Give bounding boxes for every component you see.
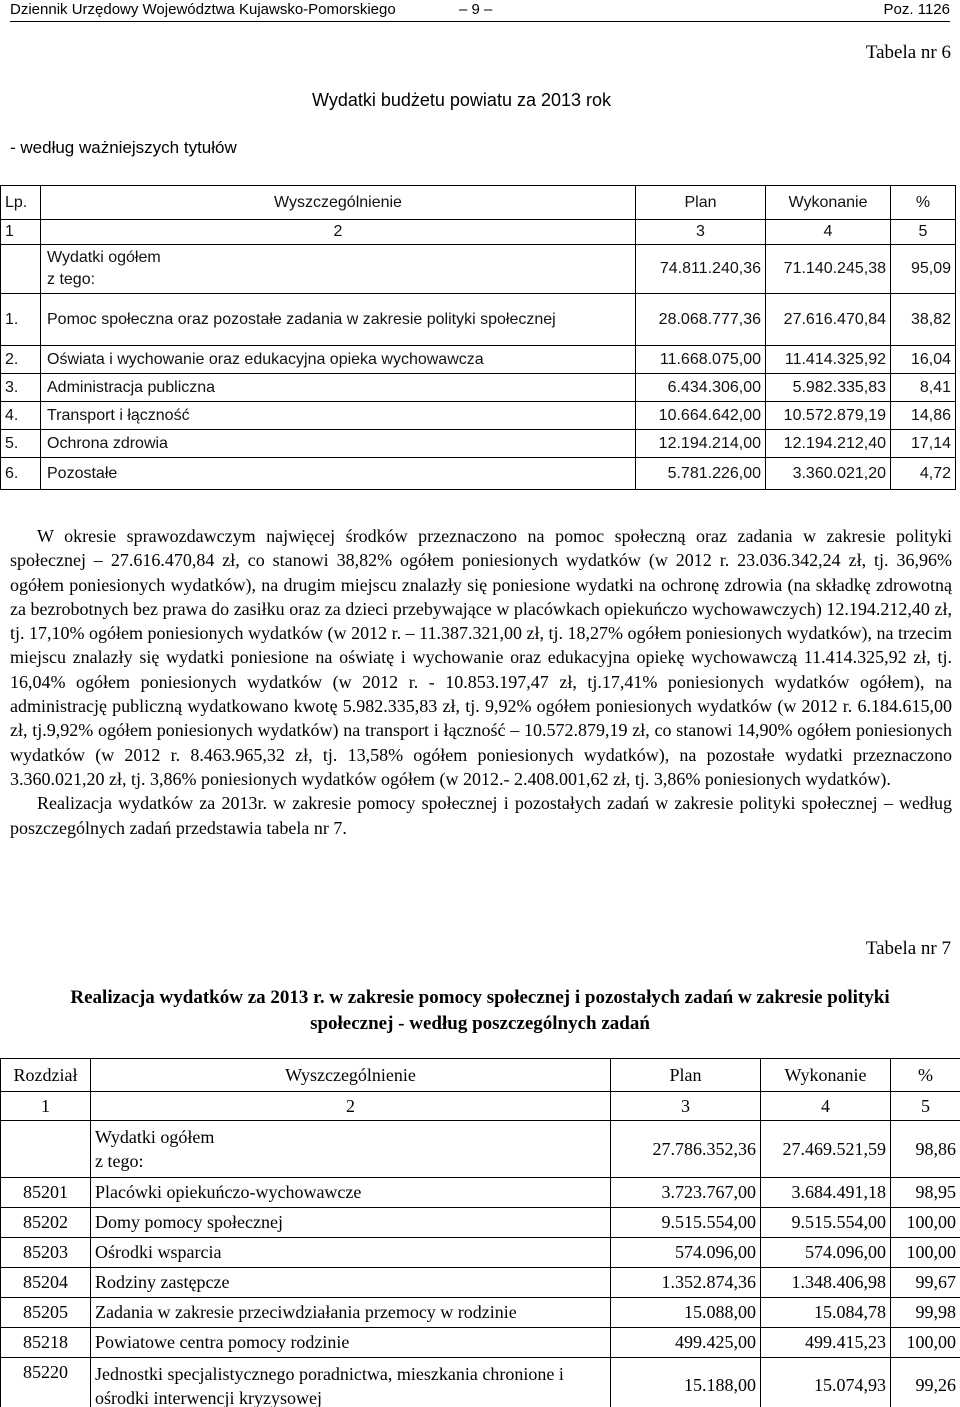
table6-row-exec: 5.982.335,83 [766,374,891,402]
table7-row-code: 85202 [1,1208,91,1238]
position-number: Poz. 1126 [883,1,950,18]
table7-row-code: 85203 [1,1238,91,1268]
table7-row-desc: Rodziny zastępcze [91,1268,611,1298]
table7-header-exec: Wykonanie [761,1059,891,1092]
table6-row [1,294,956,346]
table6-row-lp: 5. [1,430,41,458]
table6-row-desc: Administracja publiczna [41,374,636,402]
table7-num-3: 3 [611,1092,761,1121]
table7-total-row [1,1121,960,1178]
table7-row-code: 85201 [1,1178,91,1208]
table6-row-plan: 5.781.226,00 [636,458,766,490]
table7-row-code: 85204 [1,1268,91,1298]
table6-row-pct: 17,14 [891,430,956,458]
table6-total-pct: 95,09 [891,245,956,294]
table6-row [1,430,956,458]
table7-row-plan: 499.425,00 [611,1328,761,1358]
table6-row-desc: Ochrona zdrowia [41,430,636,458]
table7-num-2: 2 [91,1092,611,1121]
table7-total-desc [91,1121,611,1178]
table7-header-pct: % [891,1059,960,1092]
table6-row-exec: 12.194.212,40 [766,430,891,458]
table6-row-lp: 3. [1,374,41,402]
table6-header-plan: Plan [636,186,766,220]
table7-row [1,1268,960,1298]
table6-row-pct: 4,72 [891,458,956,490]
table6-row-pct: 38,82 [891,294,956,346]
table6-header-pct: % [891,186,956,220]
table6-row [1,402,956,430]
table7-row-exec: 574.096,00 [761,1238,891,1268]
body-text [10,524,952,840]
table6-header-row [1,186,956,220]
table7-header-plan: Plan [611,1059,761,1092]
table6-total-exec: 71.140.245,38 [766,245,891,294]
table7-row-pct: 99,26 [891,1358,960,1407]
table6 [0,185,956,490]
table7-title-line1: Realizacja wydatków za 2013 r. w zakresie pomocy społecznej i pozostałych zadań w zakresie polityki [70,987,890,1008]
table7-row-exec: 499.415,23 [761,1328,891,1358]
table7-total-pct: 98,86 [891,1121,960,1178]
table7-total-line1: Wydatki ogółem [95,1127,215,1147]
table6-row [1,374,956,402]
table6-num-3: 3 [636,220,766,245]
table6-row-desc: Pomoc społeczna oraz pozostałe zadania w zakresie polityki społecznej [41,294,636,346]
table6-row-desc: Oświata i wychowanie oraz edukacyjna opieka wychowawcza [41,346,636,374]
table7-row-plan: 9.515.554,00 [611,1208,761,1238]
table6-row-exec: 11.414.325,92 [766,346,891,374]
table6-number-row [1,220,956,245]
table7-row [1,1358,960,1407]
table7-title-line2: społecznej - według poszczególnych zadań [310,1013,650,1034]
body-paragraph-2: Realizacja wydatków za 2013r. w zakresie pomocy społecznej i pozostałych zadań w zakresie polityki społecznej – według poszczególnych zadań przedstawia tabela nr 7. [10,793,952,838]
table6-row-lp: 1. [1,294,41,346]
table7 [0,1058,960,1407]
table7-header-desc: Wyszczególnienie [91,1059,611,1092]
table6-header-desc: Wyszczególnienie [41,186,636,220]
table6-row-pct: 8,41 [891,374,956,402]
table7-header-row [1,1059,960,1092]
table7-row-plan: 3.723.767,00 [611,1178,761,1208]
table6-row-pct: 14,86 [891,402,956,430]
table7-row-exec: 15.084,78 [761,1298,891,1328]
table7-row-plan: 15.188,00 [611,1358,761,1407]
table7-row-code: 85205 [1,1298,91,1328]
table7-row-plan: 1.352.874,36 [611,1268,761,1298]
table6-label: Tabela nr 6 [865,42,951,63]
table6-total-desc [41,245,636,294]
table6-row-exec: 10.572.879,19 [766,402,891,430]
table7-row-plan: 574.096,00 [611,1238,761,1268]
table7-row-desc: Placówki opiekuńczo-wychowawcze [91,1178,611,1208]
table7-row-pct: 98,95 [891,1178,960,1208]
journal-title: Dziennik Urzędowy Województwa Kujawsko-Pomorskiego [10,1,396,18]
table7-number-row [1,1092,960,1121]
table7-row-code: 85220 [1,1358,91,1407]
table7-row-exec: 3.684.491,18 [761,1178,891,1208]
table7-total-exec: 27.469.521,59 [761,1121,891,1178]
table6-total-lp [1,245,41,294]
table6-total-row [1,245,956,294]
table6-row [1,458,956,490]
body-paragraph-1: W okresie sprawozdawczym najwięcej środków przeznaczono na pomoc społeczną oraz zadania w zakresie polityki społecznej – 27.616.470,84 zł, co stanowi 38,82% ogółem poniesionych wydatków (w 2012 r. 23.036.342,24 zł, tj. 36,96% ogółem poniesionych wydatków), na drugim miejscu znalazły się poniesione wydatki na ochronę zdrowia (na składkę zdrowotną za bezrobotnych bez prawa do zasiłku oraz za dzieci przebywające w placówkach opiekuńczo wychowawczych) 12.194.212,40 zł, tj. 17,10% ogółem poniesionych wydatków (w 2012 r. – 11.387.321,00 zł, tj. 18,27% ogółem poniesionych wydatków), na trzecim miejscu znalazły się wydatki poniesione na oświatę i wychowanie oraz edukacyjna opiekę wychowawczą 11.414.325,92 zł, tj. 16,04% ogółem poniesionych wydatków (w 2012 r. - 10.853.197,47 zł, tj.17,41% poniesionych wydatków ogółem), na administrację publiczną wydatkowano kwotę 5.982.335,83 zł, tj. 9,92% ogółem poniesionych wydatków (w 2012 r. 6.184.615,00 zł, tj.9,92% ogółem poniesionych wydatków) na transport i łączność – 10.572.879,19 zł, co stanowi 14,90% ogółem poniesionych wydatków (w 2012 r. 8.463.965,32 zł, tj. 13,58% ogółem poniesionych wydatków), na pozostałe wydatki przeznaczono 3.360.021,20 zł, tj. 3,86% poniesionych wydatków ogółem (w 2012.- 2.408.001,62 zł, tj. 3,86% poniesionych wydatków). [10,526,952,789]
table7-total-plan: 27.786.352,36 [611,1121,761,1178]
table6-row-lp: 6. [1,458,41,490]
table6-row-lp: 2. [1,346,41,374]
table7-row-exec: 9.515.554,00 [761,1208,891,1238]
table6-total-plan: 74.811.240,36 [636,245,766,294]
table7-row-pct: 99,67 [891,1268,960,1298]
table7-row [1,1298,960,1328]
table7-row-desc: Zadania w zakresie przeciwdziałania przemocy w rodzinie [91,1298,611,1328]
table6-row-pct: 16,04 [891,346,956,374]
table7-row-desc: Powiatowe centra pomocy rodzinie [91,1328,611,1358]
table7-total-code [1,1121,91,1178]
table6-row-plan: 28.068.777,36 [636,294,766,346]
table6-row-exec: 3.360.021,20 [766,458,891,490]
table7-num-5: 5 [891,1092,960,1121]
table6-header-lp: Lp. [1,186,41,220]
table6-subtitle: - według ważniejszych tytułów [10,138,237,157]
table6-num-4: 4 [766,220,891,245]
page-header [10,0,950,22]
table6-row [1,346,956,374]
table6-header-exec: Wykonanie [766,186,891,220]
table7-row-pct: 100,00 [891,1238,960,1268]
table7-total-line2: z tego: [95,1151,144,1171]
table7-label: Tabela nr 7 [865,938,951,959]
table7-row-exec: 1.348.406,98 [761,1268,891,1298]
table6-row-plan: 12.194.214,00 [636,430,766,458]
table6-row-plan: 11.668.075,00 [636,346,766,374]
table6-row-plan: 10.664.642,00 [636,402,766,430]
table7-row-code: 85218 [1,1328,91,1358]
table7-row-pct: 99,98 [891,1298,960,1328]
table7-header-code: Rozdział [1,1059,91,1092]
table6-row-desc: Pozostałe [41,458,636,490]
table6-row-exec: 27.616.470,84 [766,294,891,346]
table6-num-5: 5 [891,220,956,245]
table7-row [1,1238,960,1268]
table7-row [1,1208,960,1238]
table6-row-lp: 4. [1,402,41,430]
table7-row-exec: 15.074,93 [761,1358,891,1407]
table6-total-line2: z tego: [47,271,96,288]
table6-num-2: 2 [41,220,636,245]
table7-row-plan: 15.088,00 [611,1298,761,1328]
table6-total-line1: Wydatki ogółem [47,249,161,266]
table7-row [1,1328,960,1358]
table7-row-desc: Ośrodki wsparcia [91,1238,611,1268]
table6-title: Wydatki budżetu powiatu za 2013 rok [312,90,612,110]
table7-row [1,1178,960,1208]
table7-row-pct: 100,00 [891,1328,960,1358]
table6-num-1: 1 [1,220,41,245]
table7-num-4: 4 [761,1092,891,1121]
table7-num-1: 1 [1,1092,91,1121]
table6-row-plan: 6.434.306,00 [636,374,766,402]
page-number: – 9 – [459,1,493,18]
table7-row-desc: Jednostki specjalistycznego poradnictwa, mieszkania chronione i ośrodki interwencji kryzysowej [91,1358,611,1407]
table7-row-pct: 100,00 [891,1208,960,1238]
table6-row-desc: Transport i łączność [41,402,636,430]
table7-row-desc: Domy pomocy społecznej [91,1208,611,1238]
